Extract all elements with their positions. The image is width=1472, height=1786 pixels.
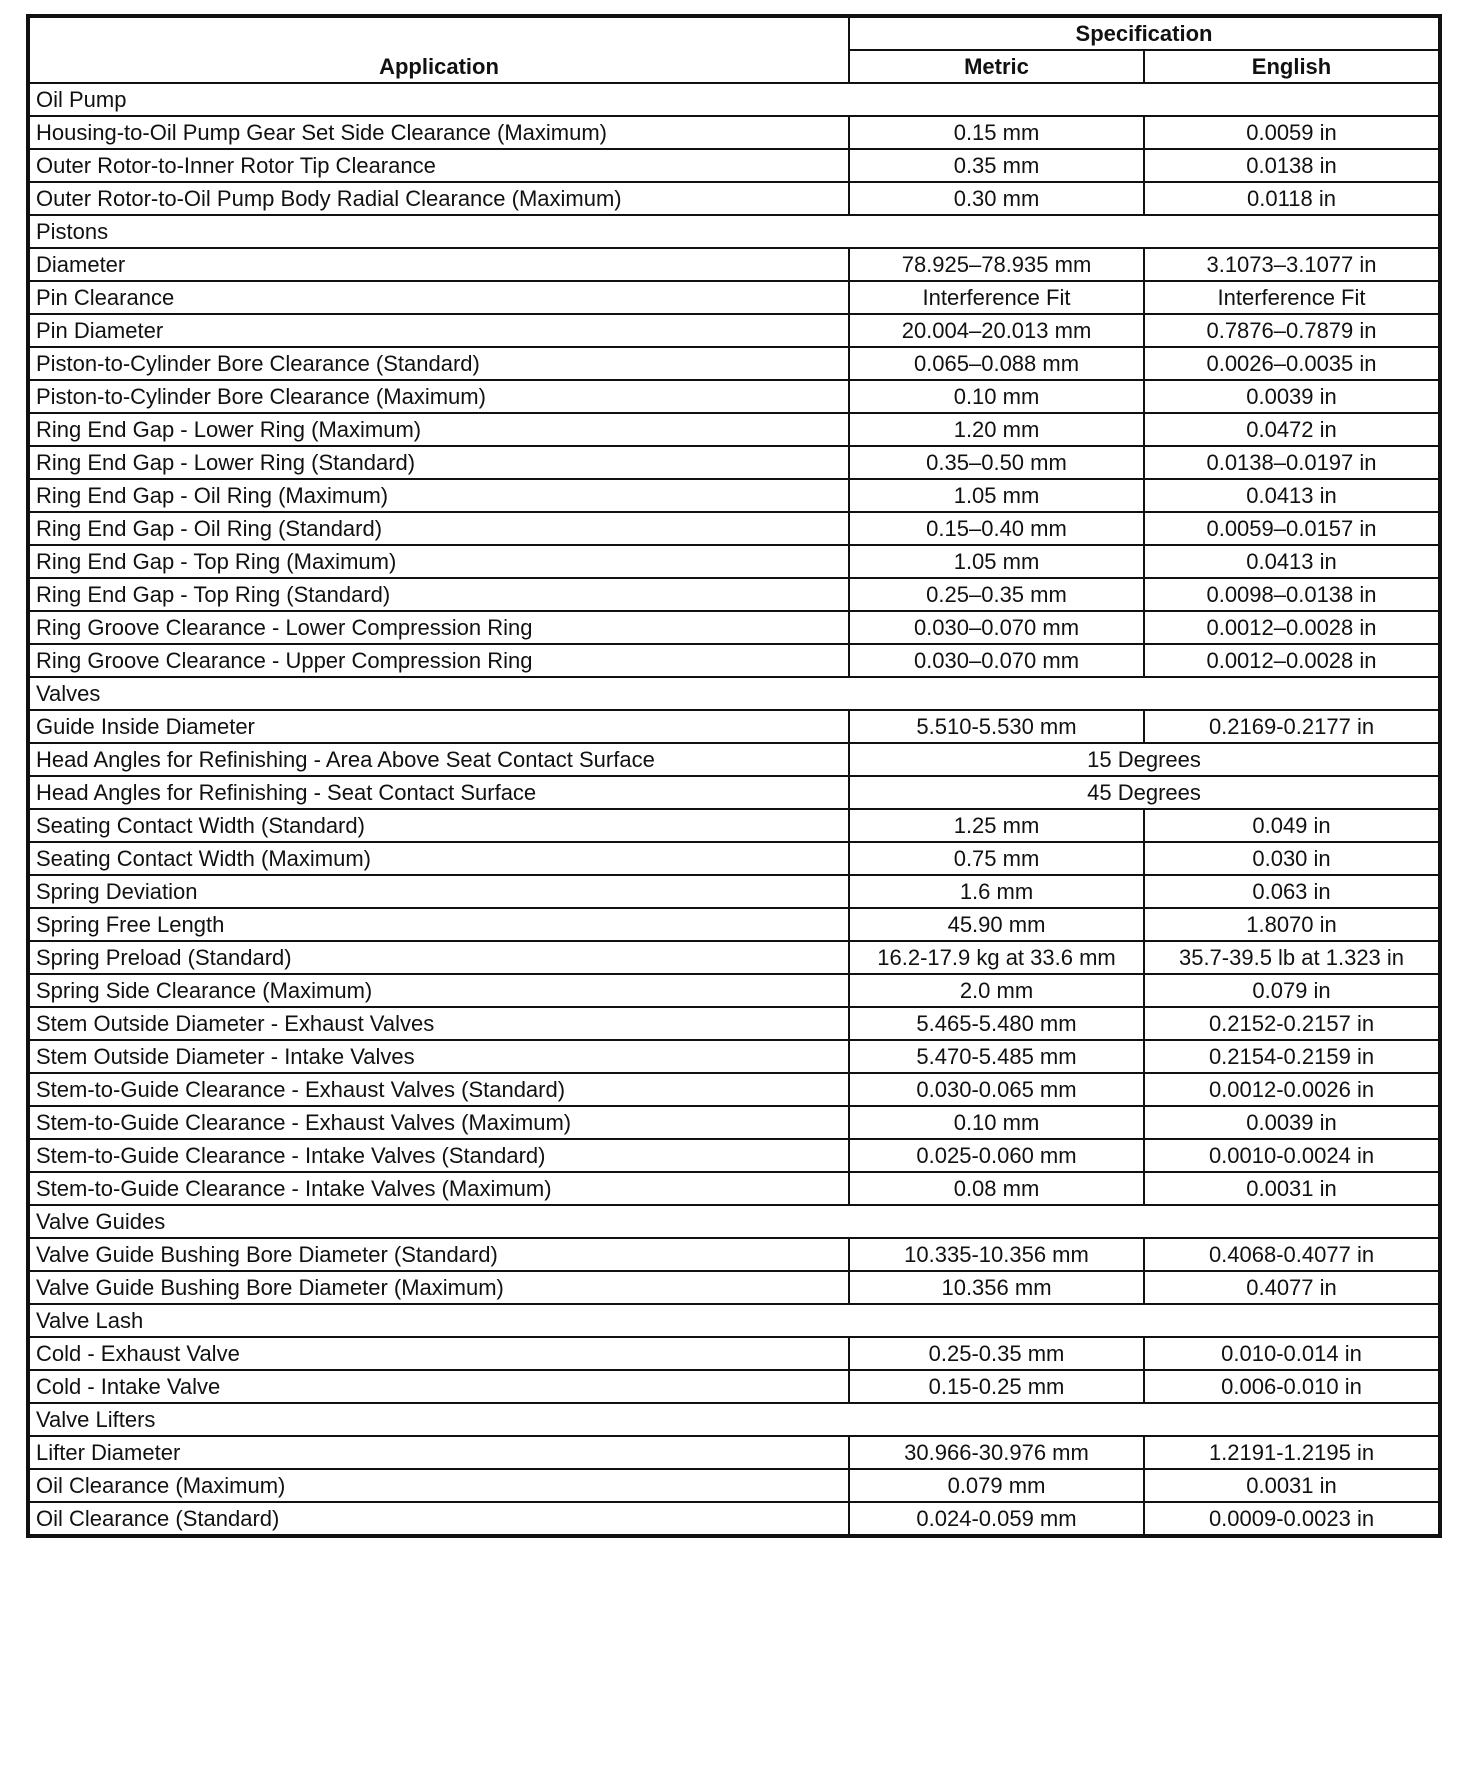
metric-cell: 1.05 mm bbox=[849, 479, 1144, 512]
table-row bbox=[29, 446, 1439, 479]
section-title: Valve Lash bbox=[29, 1304, 1439, 1337]
application-cell: Oil Clearance (Maximum) bbox=[29, 1469, 849, 1502]
section-row bbox=[29, 1205, 1439, 1238]
table-row bbox=[29, 710, 1439, 743]
english-cell: 0.0413 in bbox=[1144, 545, 1439, 578]
table-row bbox=[29, 1502, 1439, 1535]
application-cell: Piston-to-Cylinder Bore Clearance (Standard) bbox=[29, 347, 849, 380]
english-cell: 0.0413 in bbox=[1144, 479, 1439, 512]
english-cell: 35.7-39.5 lb at 1.323 in bbox=[1144, 941, 1439, 974]
section-row bbox=[29, 83, 1439, 116]
english-cell: 0.0031 in bbox=[1144, 1469, 1439, 1502]
table-row bbox=[29, 479, 1439, 512]
application-cell: Spring Side Clearance (Maximum) bbox=[29, 974, 849, 1007]
application-cell: Stem Outside Diameter - Exhaust Valves bbox=[29, 1007, 849, 1040]
application-cell: Spring Free Length bbox=[29, 908, 849, 941]
table-row bbox=[29, 1337, 1439, 1370]
table-row bbox=[29, 1436, 1439, 1469]
specification-header: Specification bbox=[849, 17, 1439, 50]
application-cell: Cold - Intake Valve bbox=[29, 1370, 849, 1403]
section-title: Pistons bbox=[29, 215, 1439, 248]
metric-cell: 0.35 mm bbox=[849, 149, 1144, 182]
table-row bbox=[29, 413, 1439, 446]
english-cell: 0.2154-0.2159 in bbox=[1144, 1040, 1439, 1073]
metric-cell: 1.6 mm bbox=[849, 875, 1144, 908]
application-cell: Ring End Gap - Oil Ring (Standard) bbox=[29, 512, 849, 545]
table-row bbox=[29, 1139, 1439, 1172]
english-cell: 3.1073–3.1077 in bbox=[1144, 248, 1439, 281]
metric-cell: 30.966-30.976 mm bbox=[849, 1436, 1144, 1469]
metric-header: Metric bbox=[849, 50, 1144, 83]
application-cell: Pin Diameter bbox=[29, 314, 849, 347]
application-cell: Ring End Gap - Lower Ring (Standard) bbox=[29, 446, 849, 479]
application-cell: Stem-to-Guide Clearance - Intake Valves (Standard) bbox=[29, 1139, 849, 1172]
english-cell: 0.0009-0.0023 in bbox=[1144, 1502, 1439, 1535]
metric-cell: 2.0 mm bbox=[849, 974, 1144, 1007]
table-row bbox=[29, 1271, 1439, 1304]
application-cell: Outer Rotor-to-Oil Pump Body Radial Clearance (Maximum) bbox=[29, 182, 849, 215]
english-cell: 0.0031 in bbox=[1144, 1172, 1439, 1205]
table-row bbox=[29, 1238, 1439, 1271]
section-title: Oil Pump bbox=[29, 83, 1439, 116]
table-row bbox=[29, 512, 1439, 545]
specification-table bbox=[28, 16, 1440, 1536]
metric-cell: 0.030–0.070 mm bbox=[849, 611, 1144, 644]
english-cell: 0.0118 in bbox=[1144, 182, 1439, 215]
metric-cell: 0.25-0.35 mm bbox=[849, 1337, 1144, 1370]
section-row bbox=[29, 1403, 1439, 1436]
table-row bbox=[29, 1073, 1439, 1106]
english-cell: 0.0010-0.0024 in bbox=[1144, 1139, 1439, 1172]
english-cell: 0.0138 in bbox=[1144, 149, 1439, 182]
table-row bbox=[29, 842, 1439, 875]
metric-cell: 10.356 mm bbox=[849, 1271, 1144, 1304]
english-cell: 0.063 in bbox=[1144, 875, 1439, 908]
table-row bbox=[29, 1370, 1439, 1403]
table-row bbox=[29, 611, 1439, 644]
english-cell: Interference Fit bbox=[1144, 281, 1439, 314]
english-cell: 0.0039 in bbox=[1144, 380, 1439, 413]
metric-cell: 10.335-10.356 mm bbox=[849, 1238, 1144, 1271]
english-cell: 0.0012-0.0026 in bbox=[1144, 1073, 1439, 1106]
metric-cell: 45.90 mm bbox=[849, 908, 1144, 941]
application-cell: Ring Groove Clearance - Upper Compression Ring bbox=[29, 644, 849, 677]
metric-cell: 1.20 mm bbox=[849, 413, 1144, 446]
english-cell: 0.7876–0.7879 in bbox=[1144, 314, 1439, 347]
english-cell: 0.010-0.014 in bbox=[1144, 1337, 1439, 1370]
english-cell: 0.0026–0.0035 in bbox=[1144, 347, 1439, 380]
application-cell: Head Angles for Refinishing - Seat Contact Surface bbox=[29, 776, 849, 809]
application-cell: Cold - Exhaust Valve bbox=[29, 1337, 849, 1370]
application-cell: Stem-to-Guide Clearance - Exhaust Valves (Maximum) bbox=[29, 1106, 849, 1139]
english-cell: 0.0472 in bbox=[1144, 413, 1439, 446]
table-row bbox=[29, 875, 1439, 908]
application-cell: Ring End Gap - Top Ring (Maximum) bbox=[29, 545, 849, 578]
application-cell: Head Angles for Refinishing - Area Above Seat Contact Surface bbox=[29, 743, 849, 776]
table-row bbox=[29, 941, 1439, 974]
english-cell: 1.8070 in bbox=[1144, 908, 1439, 941]
english-cell: 0.0138–0.0197 in bbox=[1144, 446, 1439, 479]
application-cell: Valve Guide Bushing Bore Diameter (Maximum) bbox=[29, 1271, 849, 1304]
english-cell: 0.0098–0.0138 in bbox=[1144, 578, 1439, 611]
section-row bbox=[29, 677, 1439, 710]
metric-cell: 5.465-5.480 mm bbox=[849, 1007, 1144, 1040]
metric-cell: Interference Fit bbox=[849, 281, 1144, 314]
table-row bbox=[29, 347, 1439, 380]
english-cell: 0.006-0.010 in bbox=[1144, 1370, 1439, 1403]
metric-cell: 0.10 mm bbox=[849, 1106, 1144, 1139]
application-cell: Lifter Diameter bbox=[29, 1436, 849, 1469]
application-cell: Ring End Gap - Top Ring (Standard) bbox=[29, 578, 849, 611]
english-cell: 0.0059 in bbox=[1144, 116, 1439, 149]
metric-cell: 5.470-5.485 mm bbox=[849, 1040, 1144, 1073]
metric-cell: 0.08 mm bbox=[849, 1172, 1144, 1205]
table-row bbox=[29, 116, 1439, 149]
application-cell: Seating Contact Width (Maximum) bbox=[29, 842, 849, 875]
table-row bbox=[29, 743, 1439, 776]
english-cell: 0.079 in bbox=[1144, 974, 1439, 1007]
table-row bbox=[29, 1007, 1439, 1040]
application-cell: Pin Clearance bbox=[29, 281, 849, 314]
metric-cell: 0.30 mm bbox=[849, 182, 1144, 215]
table-row bbox=[29, 644, 1439, 677]
application-cell: Stem Outside Diameter - Intake Valves bbox=[29, 1040, 849, 1073]
table-row bbox=[29, 776, 1439, 809]
metric-cell: 16.2-17.9 kg at 33.6 mm bbox=[849, 941, 1144, 974]
table-row bbox=[29, 1040, 1439, 1073]
metric-cell: 0.25–0.35 mm bbox=[849, 578, 1144, 611]
metric-cell: 0.030-0.065 mm bbox=[849, 1073, 1144, 1106]
section-row bbox=[29, 1304, 1439, 1337]
metric-cell: 0.75 mm bbox=[849, 842, 1144, 875]
english-cell: 0.2152-0.2157 in bbox=[1144, 1007, 1439, 1040]
section-title: Valves bbox=[29, 677, 1439, 710]
table-row bbox=[29, 248, 1439, 281]
combined-spec-cell: 15 Degrees bbox=[849, 743, 1439, 776]
metric-cell: 0.065–0.088 mm bbox=[849, 347, 1144, 380]
header-row-top bbox=[29, 17, 1439, 50]
english-cell: 0.030 in bbox=[1144, 842, 1439, 875]
application-cell: Diameter bbox=[29, 248, 849, 281]
table-row bbox=[29, 281, 1439, 314]
english-cell: 0.4077 in bbox=[1144, 1271, 1439, 1304]
metric-cell: 5.510-5.530 mm bbox=[849, 710, 1144, 743]
table-header bbox=[29, 17, 1439, 83]
metric-cell: 0.025-0.060 mm bbox=[849, 1139, 1144, 1172]
application-cell: Spring Preload (Standard) bbox=[29, 941, 849, 974]
application-cell: Piston-to-Cylinder Bore Clearance (Maximum) bbox=[29, 380, 849, 413]
metric-cell: 0.35–0.50 mm bbox=[849, 446, 1144, 479]
application-cell: Spring Deviation bbox=[29, 875, 849, 908]
application-cell: Seating Contact Width (Standard) bbox=[29, 809, 849, 842]
table-row bbox=[29, 182, 1439, 215]
application-cell: Oil Clearance (Standard) bbox=[29, 1502, 849, 1535]
english-cell: 0.049 in bbox=[1144, 809, 1439, 842]
table-row bbox=[29, 809, 1439, 842]
section-title: Valve Guides bbox=[29, 1205, 1439, 1238]
metric-cell: 0.15 mm bbox=[849, 116, 1144, 149]
table-row bbox=[29, 149, 1439, 182]
table-row bbox=[29, 974, 1439, 1007]
section-row bbox=[29, 215, 1439, 248]
table-row bbox=[29, 908, 1439, 941]
application-cell: Housing-to-Oil Pump Gear Set Side Clearance (Maximum) bbox=[29, 116, 849, 149]
english-cell: 0.0059–0.0157 in bbox=[1144, 512, 1439, 545]
application-header: Application bbox=[29, 17, 849, 83]
application-cell: Stem-to-Guide Clearance - Exhaust Valves (Standard) bbox=[29, 1073, 849, 1106]
metric-cell: 78.925–78.935 mm bbox=[849, 248, 1144, 281]
application-cell: Guide Inside Diameter bbox=[29, 710, 849, 743]
metric-cell: 0.15-0.25 mm bbox=[849, 1370, 1144, 1403]
application-cell: Ring End Gap - Lower Ring (Maximum) bbox=[29, 413, 849, 446]
table-row bbox=[29, 1469, 1439, 1502]
table-row bbox=[29, 578, 1439, 611]
section-title: Valve Lifters bbox=[29, 1403, 1439, 1436]
english-cell: 0.0039 in bbox=[1144, 1106, 1439, 1139]
table-row bbox=[29, 380, 1439, 413]
combined-spec-cell: 45 Degrees bbox=[849, 776, 1439, 809]
english-cell: 1.2191-1.2195 in bbox=[1144, 1436, 1439, 1469]
application-cell: Outer Rotor-to-Inner Rotor Tip Clearance bbox=[29, 149, 849, 182]
table-row bbox=[29, 1172, 1439, 1205]
english-cell: 0.2169-0.2177 in bbox=[1144, 710, 1439, 743]
table-row bbox=[29, 1106, 1439, 1139]
metric-cell: 1.25 mm bbox=[849, 809, 1144, 842]
metric-cell: 0.030–0.070 mm bbox=[849, 644, 1144, 677]
metric-cell: 1.05 mm bbox=[849, 545, 1144, 578]
english-header: English bbox=[1144, 50, 1439, 83]
metric-cell: 0.024-0.059 mm bbox=[849, 1502, 1144, 1535]
metric-cell: 0.10 mm bbox=[849, 380, 1144, 413]
metric-cell: 0.15–0.40 mm bbox=[849, 512, 1144, 545]
application-cell: Ring End Gap - Oil Ring (Maximum) bbox=[29, 479, 849, 512]
application-cell: Stem-to-Guide Clearance - Intake Valves (Maximum) bbox=[29, 1172, 849, 1205]
english-cell: 0.0012–0.0028 in bbox=[1144, 644, 1439, 677]
application-cell: Valve Guide Bushing Bore Diameter (Standard) bbox=[29, 1238, 849, 1271]
english-cell: 0.0012–0.0028 in bbox=[1144, 611, 1439, 644]
metric-cell: 0.079 mm bbox=[849, 1469, 1144, 1502]
table-body bbox=[29, 83, 1439, 1535]
table-row bbox=[29, 545, 1439, 578]
application-cell: Ring Groove Clearance - Lower Compression Ring bbox=[29, 611, 849, 644]
english-cell: 0.4068-0.4077 in bbox=[1144, 1238, 1439, 1271]
table-row bbox=[29, 314, 1439, 347]
metric-cell: 20.004–20.013 mm bbox=[849, 314, 1144, 347]
